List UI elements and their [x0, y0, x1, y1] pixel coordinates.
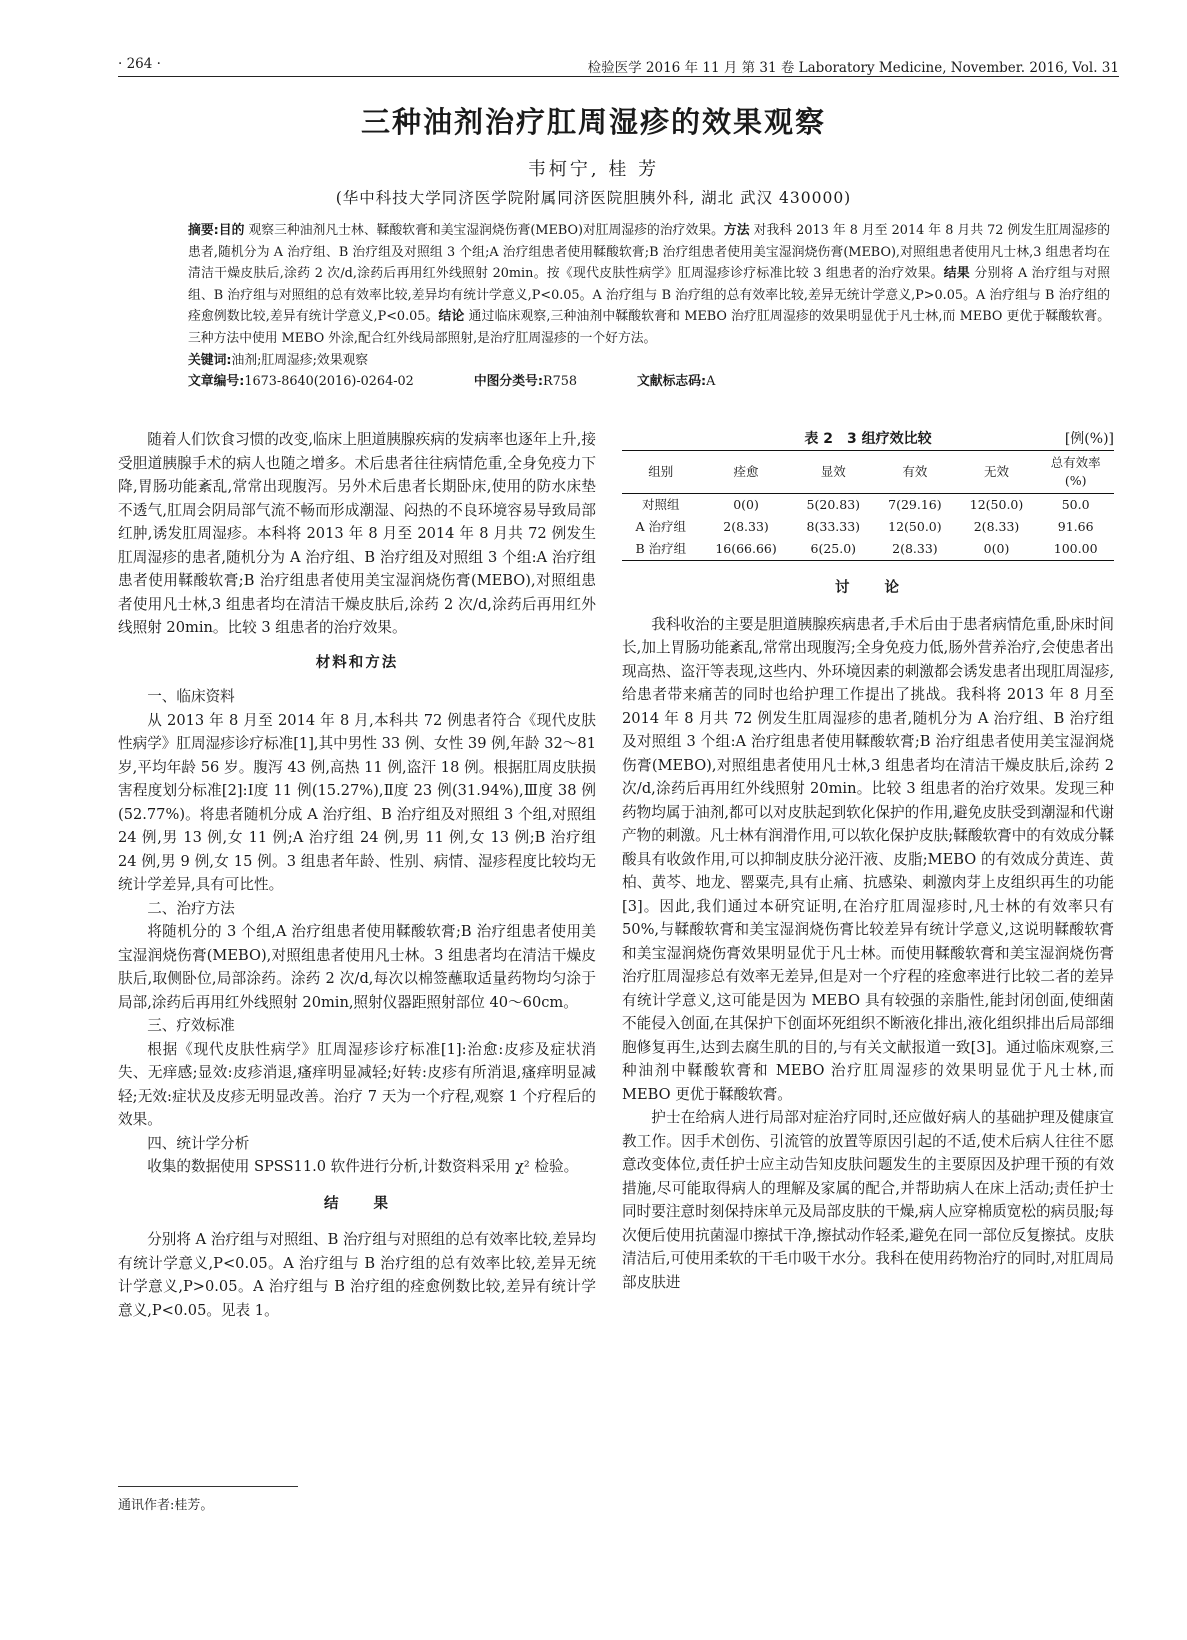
- table-caption: [622, 428, 1114, 450]
- methods-heading: 材料和方法: [315, 654, 399, 671]
- objective-label: 目的: [218, 223, 245, 238]
- document-code-value: A: [706, 374, 716, 390]
- subheading-criteria: 三、疗效标准: [147, 1017, 235, 1034]
- table-cell: 0(0): [983, 541, 1010, 556]
- table-cell: 0(0): [733, 497, 759, 512]
- table-unit: [例(%)]: [1064, 431, 1114, 447]
- article-id-label: 文章编号:: [188, 374, 245, 390]
- methods-text: 对我科 2013 年 8 月至 2014 年 8 月共 72 例发生肛周湿疹的患者,随机分为 A 治疗组、B 治疗组及对照组 3 个组;A 治疗组患者使用鞣酸软膏;B 治疗组患者使用美宝湿润烧伤膏(MEBO),对照组患者使用凡士林,3 组患者均在清洁干燥皮肤后,涂药 2 次/d,涂药后再用红外线照射 20min。按《现代皮肤性病学》肛周湿疹诊疗标准比较 3 组患者的治疗效果。: [188, 223, 1111, 282]
- table-row: [622, 538, 1114, 561]
- table-title: 表 2 3 组疗效比较: [804, 431, 932, 447]
- left-column: [118, 428, 596, 1322]
- document-code-label: 文献标志码:: [637, 374, 707, 390]
- table-cell: 5(20.83): [806, 497, 861, 512]
- table-cell: 2(8.33): [973, 519, 1020, 534]
- conclusion-text: 通过临床观察,三种油剂中鞣酸软膏和 MEBO 治疗肛周湿疹的效果明显优于凡士林,而 MEBO 更优于鞣酸软膏。三种方法中使用 MEBO 外涂,配合红外线局部照射,是治疗肛周湿疹的一个好方法。: [188, 309, 1110, 346]
- table-cell: 12(50.0): [888, 519, 942, 534]
- methods-label: 方法: [723, 223, 750, 238]
- clc-value: R758: [542, 374, 577, 390]
- statistics-paragraph: 收集的数据使用 SPSS11.0 软件进行分析,计数资料采用 χ² 检验。: [147, 1158, 579, 1175]
- table-cell: 12(50.0): [969, 497, 1024, 512]
- page-number: · 264 ·: [118, 56, 161, 72]
- table-header-cell: 组别: [648, 464, 674, 479]
- table-row: [622, 494, 1114, 517]
- subheading-treatment: 二、治疗方法: [147, 899, 235, 917]
- table-cell: 2(8.33): [892, 541, 938, 556]
- keywords-label: 关键词:: [188, 352, 232, 368]
- table-cell: 6(25.0): [810, 541, 857, 556]
- discussion-paragraph-1: 我科收治的主要是胆道胰腺疾病患者,手术后由于患者病情危重,卧床时间长,加上胃肠功能紊乱,常常出现腹泻;全身免疫力低,肠外营养治疗,会使患者出现高热、盗汗等表现,这些内、外环境因素的刺激都会诱发患者出现肛周湿疹,给患者带来痛苦的同时也给护理工作提出了挑战。我科将 2013 年 8 月至 2014 年 8 月共 72 例发生肛周湿疹的患者,随机分为 A 治疗组、B 治疗组及对照组 3 个组:A 治疗组患者使用鞣酸软膏;B 治疗组患者使用美宝湿润烧伤膏(MEBO),对照组患者使用凡士林,3 组患者均在清洁干燥皮肤后,涂药 2 次/d,涂药后再用红外线照射 20min。比较 3 组患者的治疗效果。发现三种药物均属于油剂,都可以对皮肤起到软化保护的作用,避免皮肤受到潮湿和代谢产物的刺激。凡士林有润滑作用,可以软化保护皮肤;鞣酸软膏中的有效成分鞣酸具有收敛作用,可以抑制皮肤分泌汗液、皮脂;MEBO 的有效成分黄连、黄柏、黄芩、地龙、罂粟壳,具有止痛、抗感染、刺激肉芽上皮组织再生的功能[3]。因此,我们通过本研究证明,在治疗肛周湿疹时,凡士林的有效率只有 50%,与鞣酸软膏和美宝湿润烧伤膏比较差异有统计学意义,这说明鞣酸软膏和美宝湿润烧伤膏效果明显优于凡士林。而使用鞣酸软膏和美宝湿润烧伤膏治疗肛周湿疹总有效率无差异,但是对一个疗程的痊愈率进行比较二者的差异有统计学意义,这可能是因为 MEBO 具有较强的亲脂性,能封闭创面,使细菌不能侵入创面,在其保护下创面坏死组织不断液化排出,液化组织排出后局部细胞修复再生,达到去腐生肌的目的,与有关文献报道一致[3]。通过临床观察,三种油剂中鞣酸软膏和 MEBO 治疗肛周湿疹的效果明显优于凡士林,而 MEBO 更优于鞣酸软膏。: [622, 615, 1114, 1103]
- affiliation: (华中科技大学同济医学院附属同济医院胆胰外科, 湖北 武汉 430000): [335, 189, 852, 207]
- intro-paragraph: 随着人们饮食习惯的改变,临床上胆道胰腺疾病的发病率也逐年上升,接受胆道胰腺手术的病人也随之增多。术后患者往往病情危重,全身免疫力下降,胃肠功能紊乱,常常出现腹泻。另外术后患者长期卧床,使用的防水床垫不透气,肛周会阴局部气流不畅而形成潮湿、闷热的不良环境容易导致局部红肿,诱发肛周湿疹。本科将 2013 年 8 月至 2014 年 8 月共 72 例发生肛周湿疹的患者,随机分为 A 治疗组、B 治疗组及对照组 3 个组:A 治疗组患者使用鞣酸软膏;B 治疗组患者使用美宝湿润烧伤膏(MEBO),对照组患者使用凡士林,3 组患者均在清洁干燥皮肤后,涂药 2 次/d,涂药后再用红外线照射 20min。比较 3 组患者的治疗效果。: [118, 431, 596, 636]
- criteria-paragraph: 根据《现代皮肤性病学》肛周湿疹诊疗标准[1]:治愈:皮疹及症状消失、无痒感;显效:皮疹消退,瘙痒明显减轻;好转:皮疹有所消退,瘙痒明显减轻;无效:症状及皮疹无明显改善。治疗 7 天为一个疗程,观察 1 个疗程后的效果。: [118, 1040, 596, 1128]
- discussion-heading: 讨 论: [835, 580, 901, 596]
- footnote-divider: [118, 1486, 298, 1487]
- article-id: [188, 374, 414, 389]
- abstract-block: [188, 220, 1110, 393]
- results-heading: 结 果: [324, 1195, 390, 1212]
- table-cell: 50.0: [1061, 497, 1090, 512]
- table-cell: 100.00: [1053, 541, 1098, 556]
- subheading-statistics: 四、统计学分析: [147, 1134, 250, 1152]
- right-column: [622, 428, 1114, 1294]
- authors: 韦柯宁, 桂 芳: [527, 159, 660, 180]
- results-paragraph: 分别将 A 治疗组与对照组、B 治疗组与对照组的总有效率比较,差异均有统计学意义,P<0.05。A 治疗组与 B 治疗组的总有效率比较,差异无统计学意义,P>0.05。A 治疗组与 B 治疗组的痊愈例数比较,差异有统计学意义,P<0.05。见表 1。: [118, 1231, 596, 1319]
- table-cell: B 治疗组: [635, 541, 687, 556]
- table-header-cell: 总有效率 (%): [1050, 455, 1101, 488]
- table-header-cell: 无效: [984, 464, 1010, 479]
- treatment-paragraph: 将随机分的 3 个组,A 治疗组患者使用鞣酸软膏;B 治疗组患者使用美宝湿润烧伤膏(MEBO),对照组患者使用凡士林。3 组患者均在清洁干燥皮肤后,取侧卧位,局部涂药。涂药 2 次/d,每次以棉签蘸取适量药物均匀涂于局部,涂药后再用红外线照射 20min,照射仪器距照射部位 40～60cm。: [118, 923, 596, 1011]
- clc-number: [474, 374, 577, 389]
- table-header-row: [622, 451, 1114, 494]
- abstract-label: 摘要:: [188, 223, 219, 238]
- results-text: 分别将 A 治疗组与对照组、B 治疗组与对照组的总有效率比较,差异均有统计学意义,P<0.05。A 治疗组与 B 治疗组的总有效率比较,差异无统计学意义,P>0.05。A 治疗组与 B 治疗组的痊愈例数比较,差异有统计学意义,P<0.05。: [188, 266, 1110, 325]
- document-code: [637, 374, 715, 389]
- discussion-paragraph-2: 护士在给病人进行局部对症治疗同时,还应做好病人的基础护理及健康宣教工作。因手术创伤、引流管的放置等原因引起的不适,使术后病人往往不愿意改变体位,责任护士应主动告知皮肤问题发生的主要原因及护理干预的有效措施,尽可能取得病人的理解及家属的配合,并帮助病人在床上活动;责任护士同时要注意时刻保持床单元及局部皮肤的干燥,病人应穿棉质宽松的病员服;每次便后使用抗菌湿巾擦拭干净,擦拭动作轻柔,避免在同一部位反复擦拭。皮肤清洁后,可使用柔软的干毛巾吸干水分。我科在使用药物治疗的同时,对肛周局部皮肤进: [622, 1109, 1114, 1291]
- table-cell: 7(29.16): [888, 497, 942, 512]
- table-cell: 91.66: [1057, 519, 1094, 534]
- keywords-line: [188, 350, 1110, 372]
- results-table-block: [622, 428, 1114, 561]
- table-cell: 16(66.66): [715, 541, 777, 556]
- keywords-text: 油剂;肛周湿疹;效果观察: [231, 352, 369, 368]
- results-label: 结果: [943, 266, 970, 282]
- conclusion-label: 结论: [438, 309, 465, 325]
- table-cell: 8(33.33): [806, 519, 861, 534]
- objective-text: 观察三种油剂凡士林、鞣酸软膏和美宝湿润烧伤膏(MEBO)对肛周湿疹的治疗效果。: [244, 223, 724, 238]
- article-title: 三种油剂治疗肛周湿疹的效果观察: [360, 105, 826, 139]
- subheading-clinical-data: 一、临床资料: [147, 688, 235, 705]
- table-cell: 对照组: [642, 497, 680, 512]
- abstract-text: [188, 220, 1110, 350]
- table-cell: 2(8.33): [723, 519, 769, 534]
- table-header-cell: 显效: [820, 464, 846, 479]
- corresponding-author-footnote: 通讯作者:桂芳。: [118, 1498, 214, 1513]
- table-header-cell: 痊愈: [733, 464, 759, 479]
- results-table: [622, 450, 1114, 561]
- journal-info: 检验医学 2016 年 11 月 第 31 卷 Laboratory Medicine, November. 2016, Vol. 31: [587, 60, 1119, 76]
- clc-label: 中图分类号:: [473, 374, 543, 390]
- table-cell: A 治疗组: [635, 519, 687, 534]
- table-header-cell: 有效: [902, 464, 928, 479]
- article-info-line: [188, 371, 1110, 393]
- clinical-data-paragraph: 从 2013 年 8 月至 2014 年 8 月,本科共 72 例患者符合《现代皮肤性病学》肛周湿疹诊疗标准[1],其中男性 33 例、女性 39 例,年龄 32～81 岁,平均年龄 56 岁。腹泻 43 例,高热 11 例,盗汗 18 例。根据肛周皮肤损害程度划分标准[2]:Ⅰ度 11 例(15.27%),Ⅱ度 23 例(31.94%),Ⅲ度 38 例(52.77%)。将患者随机分成 A 治疗组、B 治疗组及对照组 3 个组,对照组 24 例,男 13 例,女 11 例;A 治疗组 24 例,男 11 例,女 13 例;B 治疗组 24 例,男 9 例,女 15 例。3 组患者年龄、性别、病情、湿疹程度比较均无统计学差异,具有可比性。: [118, 711, 596, 893]
- table-row: [622, 516, 1114, 538]
- running-header: [118, 54, 1119, 77]
- article-id-value: 1673-8640(2016)-0264-02: [244, 374, 414, 390]
